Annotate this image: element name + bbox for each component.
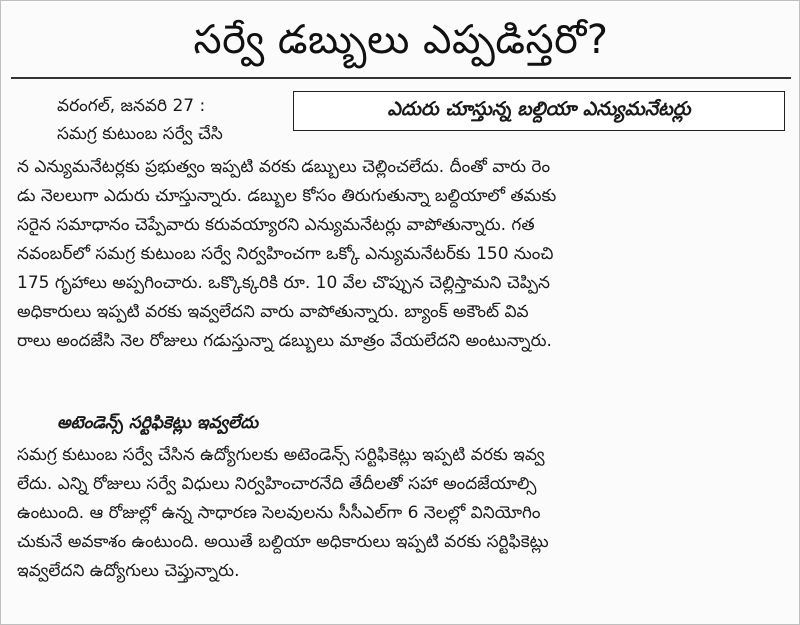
paragraph-1 [17,153,787,356]
paragraph-line: లేదు. ఎన్ని రోజులు సర్వే విధులు నిర్వహించారనేది తేదీలతో సహా అందజేయాల్సి [17,474,537,494]
paragraph-line: ఇవ్వలేదని ఉద్యోగులు చెప్తున్నారు. [17,561,240,581]
paragraph-line: ఉంటుంది. ఆ రోజుల్లో ఉన్న సాధారణ సెలవులను సీసీఎల్‌గా 6 నెలల్లో వినియోగిం [17,503,541,523]
paragraph-line: రాలు అందజేసి నెల రోజులు గడుస్తున్నా డబ్బులు మాత్రం వేయలేదని అంటున్నారు. [17,331,552,351]
paragraph-line: చుకునే అవకాశం ఉంటుంది. అయితే బల్దియా అధికారులు ఇప్పటి వరకు సర్టిఫికెట్లు [17,532,549,552]
paragraph-2 [17,441,787,586]
lead-text-start: సమగ్ర కుటుంబ సర్వే చేసి [57,124,223,144]
headline-rule [11,77,791,79]
subheadline-2: అటెండెన్స్ సర్టిఫికెట్లు ఇవ్వలేదు [57,413,259,433]
paragraph-line: డు నెలలుగా ఎదురు చూస్తున్నారు. డబ్బుల కోసం తిరుగుతున్నా బల్దియాలో తమకు [17,186,557,206]
paragraph-line: నవంబర్‌లో సమగ్ర కుటుంబ సర్వే నిర్వహించగా ఒక్కో ఎన్యుమనేటర్‌కు 150 నుంచి [17,244,554,264]
paragraph-line: సమగ్ర కుటుంబ సర్వే చేసిన ఉద్యోగులకు అటెండెన్స్ సర్టిఫికెట్లు ఇప్పటి వరకు ఇవ్వ [17,445,545,465]
headline: సర్వే డబ్బులు ఎప్పడిస్తరో? [193,17,609,63]
paragraph-line: న ఎన్యుమనేటర్లకు ప్రభుత్వం ఇప్పటి వరకు డబ్బులు చెల్లించలేదు. దీంతో వారు రెం [17,157,551,177]
paragraph-line: సరైన సమాధానం చెప్పేవారు కరువయ్యారని ఎన్యుమనేటర్లు వాపోతున్నారు. గత [17,215,535,235]
paragraph-line: అధికారులు ఇప్పటి వరకు ఇవ్వలేదని వారు వాపోతున్నారు. బ్యాంక్ అకౌంట్ వివ [17,302,529,322]
subheadline: ఎదురు చూస్తున్న బల్దియా ఎన్యుమనేటర్లు [387,97,691,120]
subheadline-box [293,91,785,131]
paragraph-line: 175 గృహాలు అప్పగించారు. ఒక్కొక్కరికి రూ. 10 వేల చొప్పున చెల్లిస్తామని చెప్పిన [17,273,550,293]
dateline: వరంగల్, జనవరి 27 : [57,96,206,116]
